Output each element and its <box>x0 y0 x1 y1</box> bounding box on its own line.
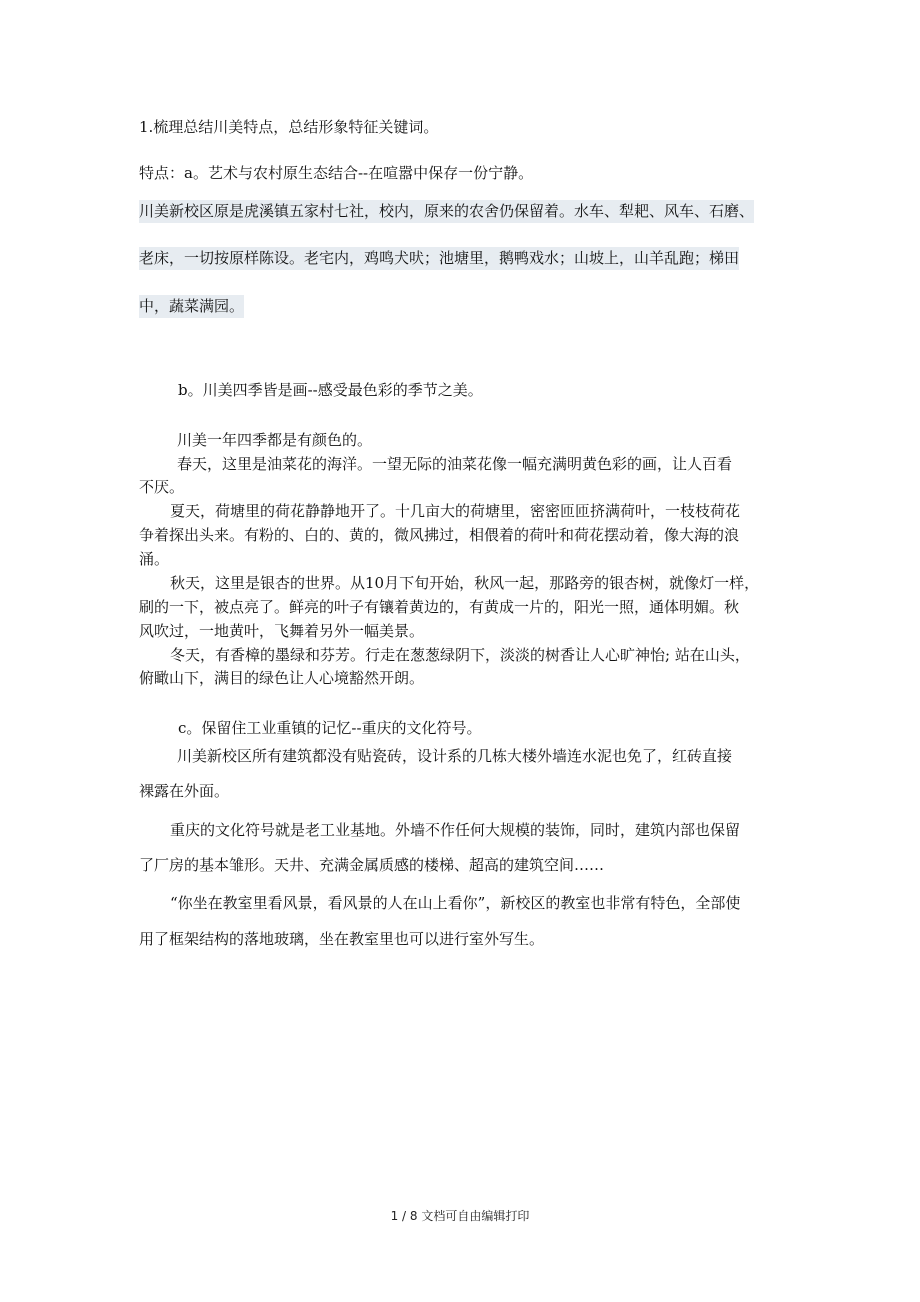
spring-line-1: 春天，这里是油菜花的海洋。一望无际的油菜花像一幅充满明黄色彩的画，让人百看 <box>177 455 733 473</box>
summer-line-3: 涌。 <box>139 550 170 568</box>
highlighted-text: 中，蔬菜满园。 <box>139 295 244 318</box>
autumn-line-2: 刷的一下，被点亮了。鲜亮的叶子有镶着黄边的，有黄成一片的，阳光一照，通体明媚。秋 <box>139 598 740 616</box>
highlighted-text: 老床，一切按原样陈设。老宅内，鸡鸣犬吠；池塘里，鹅鸭戏水；山坡上，山羊乱跑；梯田 <box>139 247 739 270</box>
section-b-title: b。川美四季皆是画--感受最色彩的季节之美。 <box>178 381 483 399</box>
section-c-p3-line-2: 用了框架结构的落地玻璃，坐在教室里也可以进行室外写生。 <box>139 930 545 948</box>
section-b-intro: 川美一年四季都是有颜色的。 <box>177 431 373 449</box>
heading: 1.梳理总结川美特点，总结形象特征关键词。 <box>139 118 439 136</box>
section-c-title: c。保留住工业重镇的记忆--重庆的文化符号。 <box>178 719 482 737</box>
section-a-title: 特点：a。艺术与农村原生态结合--在喧嚣中保存一份宁静。 <box>139 164 534 182</box>
section-a-line-2 <box>139 248 739 268</box>
section-c-p2-line-1: 重庆的文化符号就是老工业基地。外墙不作任何大规模的装饰，同时，建筑内部也保留 <box>170 821 741 839</box>
section-a-line-1 <box>139 201 754 221</box>
highlighted-text: 川美新校区原是虎溪镇五家村七社，校内，原来的农舍仍保留着。水车、犁耙、风车、石磨、 <box>139 200 754 223</box>
page-footer: 1 / 8 文档可自由编辑打印 <box>390 1209 530 1223</box>
summer-line-2: 争着探出头来。有粉的、白的、黄的，微风拂过，相偎着的荷叶和荷花摆动着，像大海的浪 <box>139 526 740 544</box>
section-a-line-3 <box>139 296 244 316</box>
section-c-p1-line-1: 川美新校区所有建筑都没有贴瓷砖，设计系的几栋大楼外墙连水泥也免了，红砖直接 <box>177 747 733 765</box>
autumn-line-1: 秋天，这里是银杏的世界。从10月下旬开始，秋风一起，那路旁的银杏树，就像灯一样， <box>170 574 760 592</box>
winter-line-1: 冬天，有香樟的墨绿和芬芳。行走在葱葱绿阴下，淡淡的树香让人心旷神怡; 站在山头， <box>170 646 750 664</box>
section-c-p3-line-1: “你坐在教室里看风景，看风景的人在山上看你”，新校区的教室也非常有特色，全部使 <box>170 894 741 912</box>
summer-line-1: 夏天，荷塘里的荷花静静地开了。十几亩大的荷塘里，密密匝匝挤满荷叶，一枝枝荷花 <box>170 502 741 520</box>
winter-line-2: 俯瞰山下，满目的绿色让人心境豁然开朗。 <box>139 669 425 687</box>
section-c-p1-line-2: 裸露在外面。 <box>139 782 230 800</box>
section-c-p2-line-2: 了厂房的基本雏形。天井、充满金属质感的楼梯、超高的建筑空间…… <box>139 856 605 874</box>
spring-line-2: 不厌。 <box>139 478 185 496</box>
autumn-line-3: 风吹过，一地黄叶，飞舞着另外一幅美景。 <box>139 622 425 640</box>
